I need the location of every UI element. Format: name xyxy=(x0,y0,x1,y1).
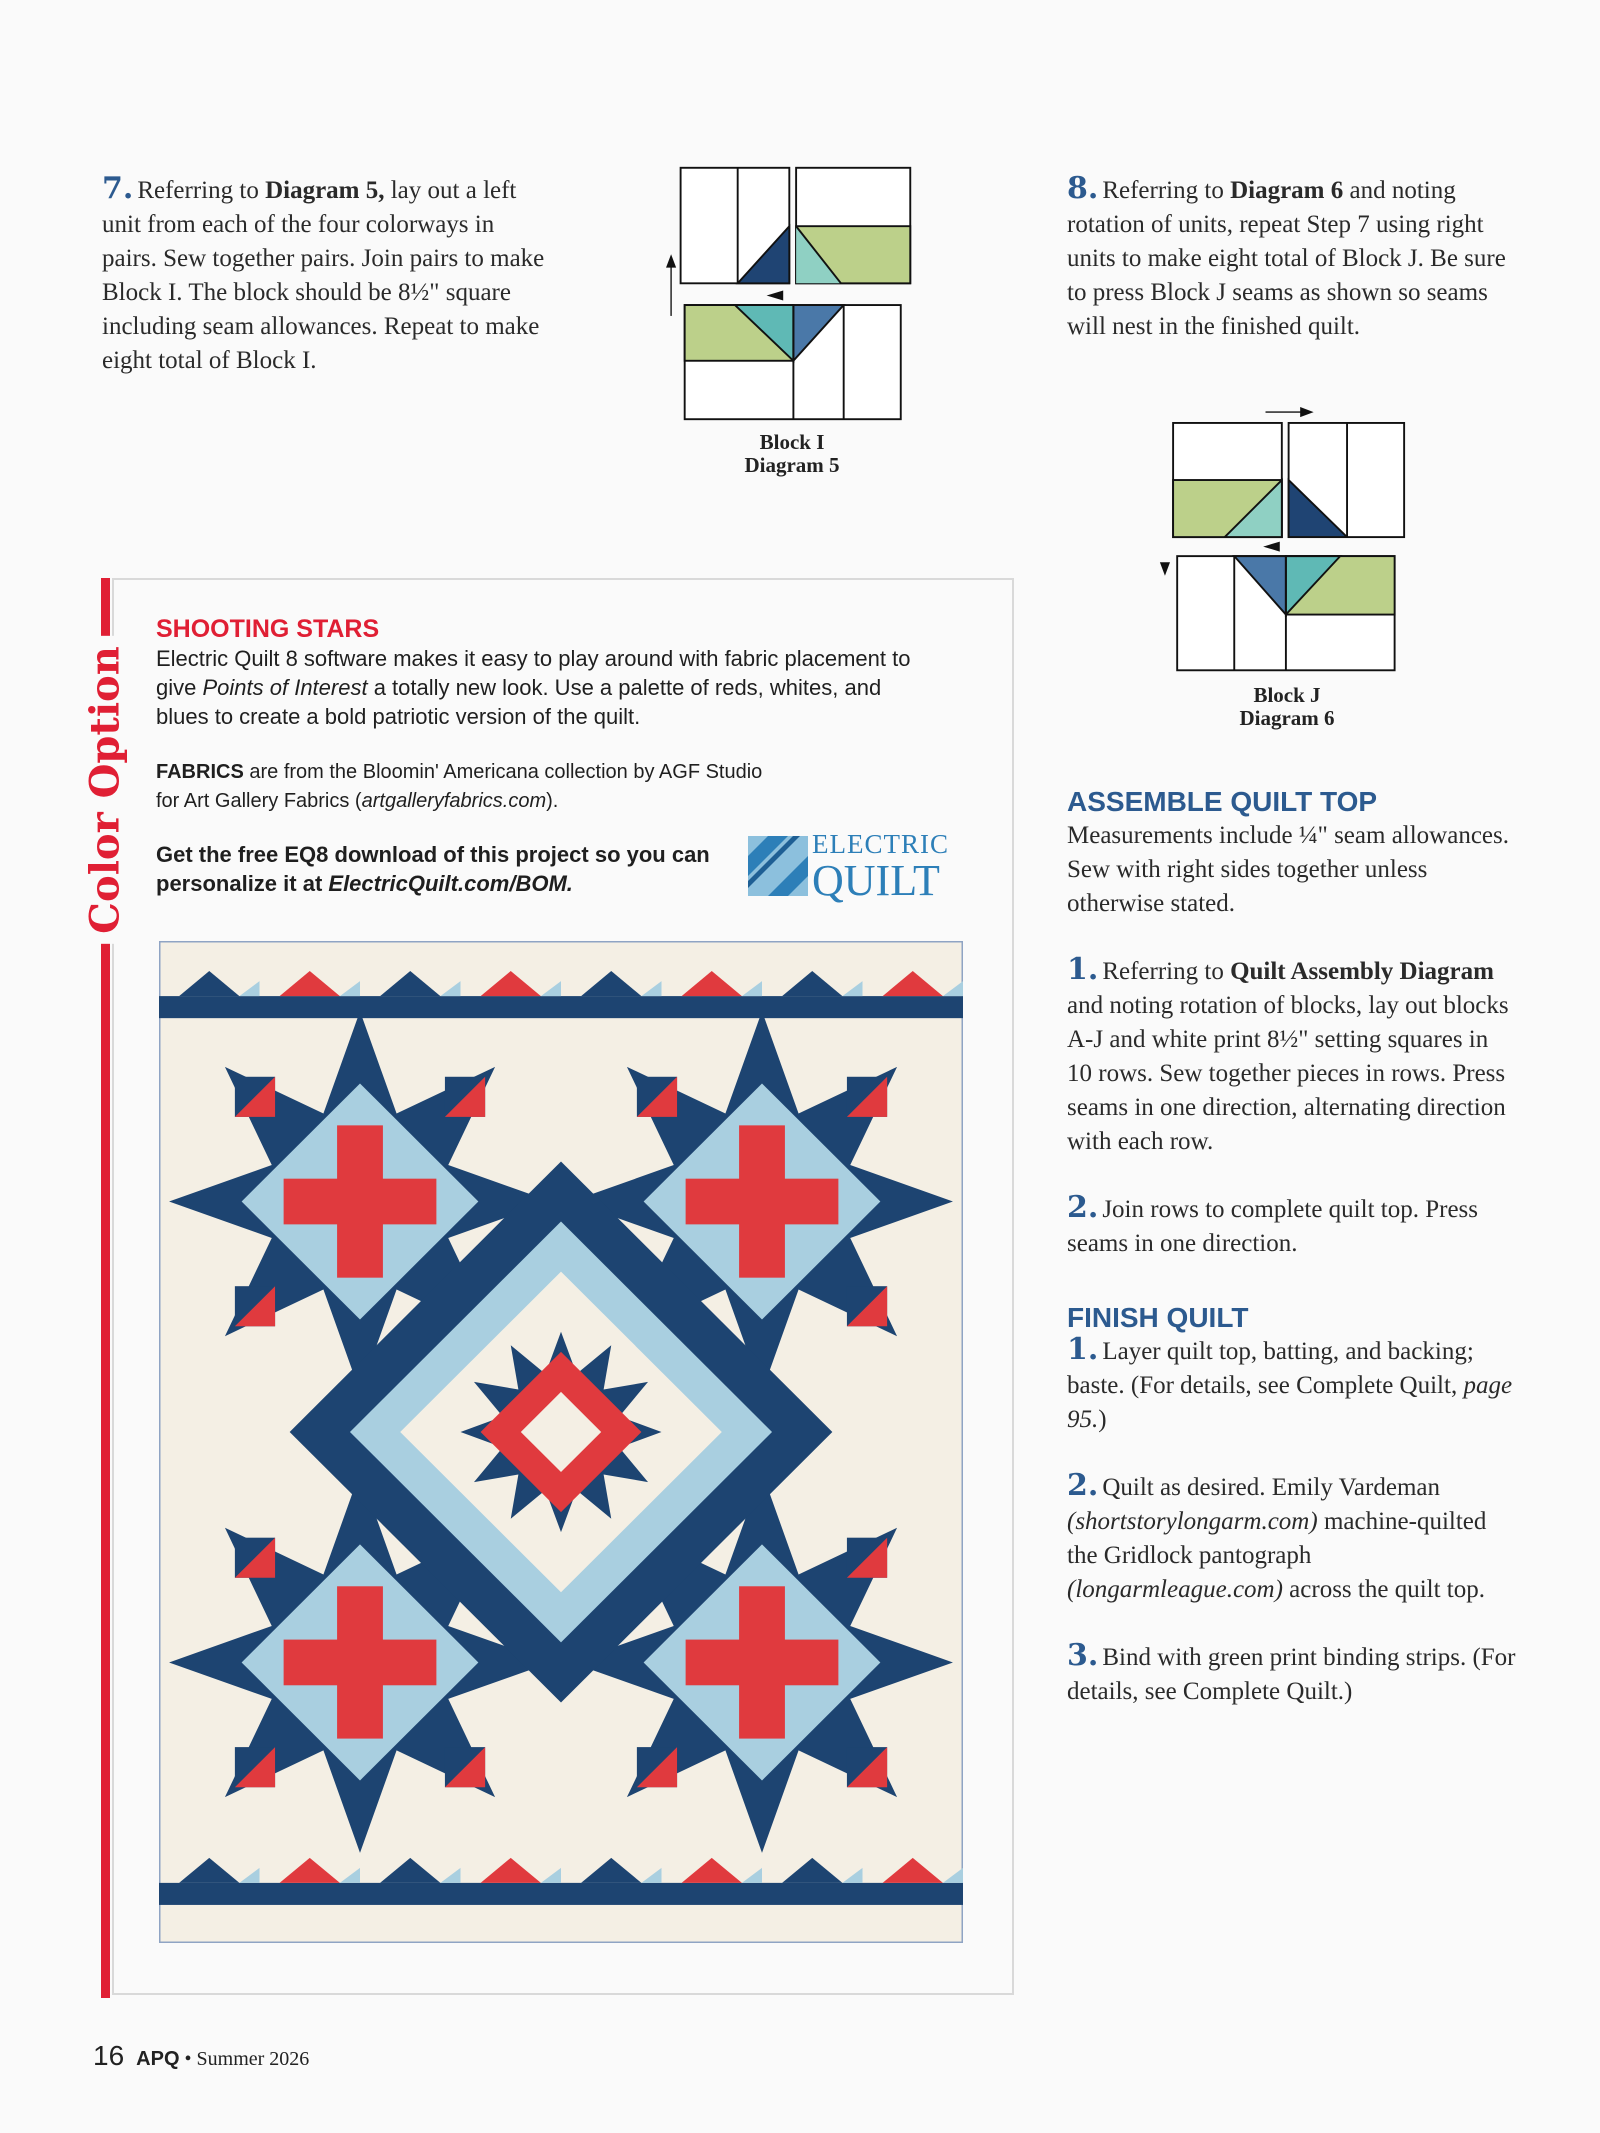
quilt-patch xyxy=(337,1125,383,1277)
step-8 xyxy=(1067,171,1507,344)
finish-step-1 xyxy=(1067,1332,1517,1437)
intro-text: a totally new look. Use a palette of reds, whites, and blues to create a bold patriotic version of the quilt. xyxy=(156,675,882,729)
step-italic: page 95. xyxy=(1067,1372,1513,1433)
side-title: Color Option xyxy=(82,636,129,944)
fabrics-text: ). xyxy=(546,790,559,812)
caption-line: Block I xyxy=(759,430,825,454)
step-text: Quilt as desired. Emily Vardeman xyxy=(1102,1474,1440,1501)
fabrics-note xyxy=(156,758,776,816)
block-j-diagram xyxy=(1150,401,1415,680)
caption-line: Diagram 6 xyxy=(1239,706,1335,730)
block-i-diagram xyxy=(664,161,916,426)
color-option-intro xyxy=(156,644,916,731)
fabrics-link[interactable]: artgalleryfabrics.com xyxy=(361,790,547,812)
quilt-patch xyxy=(337,1586,383,1738)
issue: Summer 2026 xyxy=(196,2048,310,2070)
step-text: machine-quilted the Gridlock pantograph xyxy=(1067,1508,1487,1569)
step-number: 8. xyxy=(1067,171,1099,206)
diagram-5-caption xyxy=(692,431,892,477)
quilt-patch xyxy=(739,1125,785,1277)
step-text: lay out a left unit from each of the four colorways in pairs. Sew together pairs. Join pairs to make Block I. The block should be 8½" square including seam allowances. Repeat to make eight total of Block I. xyxy=(102,177,545,374)
step-number: 3. xyxy=(1067,1638,1099,1673)
assemble-step-1 xyxy=(1067,952,1517,1159)
step-number: 2. xyxy=(1067,1190,1099,1225)
assemble-section xyxy=(1067,785,1517,1261)
shooting-stars-heading: SHOOTING STARS xyxy=(156,615,380,643)
pattern-name: Points of Interest xyxy=(202,675,368,700)
step-number: 1. xyxy=(1067,1332,1099,1367)
step-bold: Diagram 5, xyxy=(265,177,385,204)
step-bold: Quilt Assembly Diagram xyxy=(1230,958,1494,985)
step-text: Layer quilt top, batting, and backing; baste. (For details, see Complete Quilt, xyxy=(1067,1338,1474,1399)
eq8-text: Get the free EQ8 download of this project so you can personalize it at xyxy=(156,842,710,896)
electric-quilt-logo xyxy=(748,829,963,905)
step-bold: Diagram 6 xyxy=(1230,177,1344,204)
step-text: Referring to xyxy=(137,177,266,204)
logo-text-bottom: QUILT xyxy=(812,856,940,905)
step-italic: (longarmleague.com) xyxy=(1067,1576,1283,1603)
section-heading: FINISH QUILT xyxy=(1067,1302,1249,1333)
right-column-flow xyxy=(1067,785,1517,1709)
separator: • xyxy=(179,2048,197,2070)
step-text: and noting rotation of blocks, lay out blocks A-J and white print 8½" setting squares in 10 rows. Sew together pieces in rows. Press seams in one direction, alternating direction with each row. xyxy=(1067,992,1509,1155)
assemble-step-2 xyxy=(1067,1190,1517,1261)
diagram-6-caption xyxy=(1187,684,1387,730)
page-number: 16 xyxy=(93,2040,125,2071)
fabrics-label: FABRICS xyxy=(156,761,244,783)
fabrics-text: are from the Bloomin' Americana collection by AGF Studio for Art Gallery Fabrics ( xyxy=(156,761,763,812)
quilt-border-band xyxy=(159,996,963,1018)
step-number: 1. xyxy=(1067,952,1099,987)
step-number: 2. xyxy=(1067,1468,1099,1503)
finish-section xyxy=(1067,1301,1517,1709)
step-italic: (shortstorylongarm.com) xyxy=(1067,1508,1318,1535)
intro-text: Electric Quilt 8 software makes it easy to play around with fabric placement to give xyxy=(156,646,911,700)
quilt-border-band xyxy=(159,1883,963,1905)
page-footer xyxy=(93,2040,309,2072)
step-text: ) xyxy=(1098,1406,1107,1433)
quilt-image xyxy=(159,941,963,1943)
step-7 xyxy=(102,171,547,378)
caption-line: Diagram 5 xyxy=(744,453,840,477)
step-text: Referring to xyxy=(1102,177,1231,204)
magazine-name: APQ xyxy=(136,2048,180,2070)
step-number: 7. xyxy=(102,171,134,206)
finish-step-2 xyxy=(1067,1468,1517,1607)
quilt-patch xyxy=(739,1586,785,1738)
step-text: Bind with green print binding strips. (For details, see Complete Quilt.) xyxy=(1067,1644,1516,1705)
section-heading: ASSEMBLE QUILT TOP xyxy=(1067,786,1378,817)
step-text: and noting rotation of units, repeat Step 7 using right units to make eight total of Block J. Be sure to press Block J seams as shown so seams will nest in the finished quilt. xyxy=(1067,177,1506,340)
eq8-note xyxy=(156,840,716,898)
caption-line: Block J xyxy=(1253,683,1321,707)
step-text: Join rows to complete quilt top. Press seams in one direction. xyxy=(1067,1196,1478,1257)
color-option-title xyxy=(40,640,170,940)
step-text: across the quilt top. xyxy=(1282,1576,1485,1603)
step-text: Referring to xyxy=(1102,958,1231,985)
electric-quilt-logo-mark-icon xyxy=(748,836,808,896)
finish-step-3 xyxy=(1067,1638,1517,1709)
logo-text-top: ELECTRIC xyxy=(812,829,949,859)
intro-text: Measurements include ¼" seam allowances. Sew with right sides together unless otherwise stated. xyxy=(1067,822,1510,917)
eq8-link[interactable]: ElectricQuilt.com/BOM. xyxy=(328,871,573,896)
